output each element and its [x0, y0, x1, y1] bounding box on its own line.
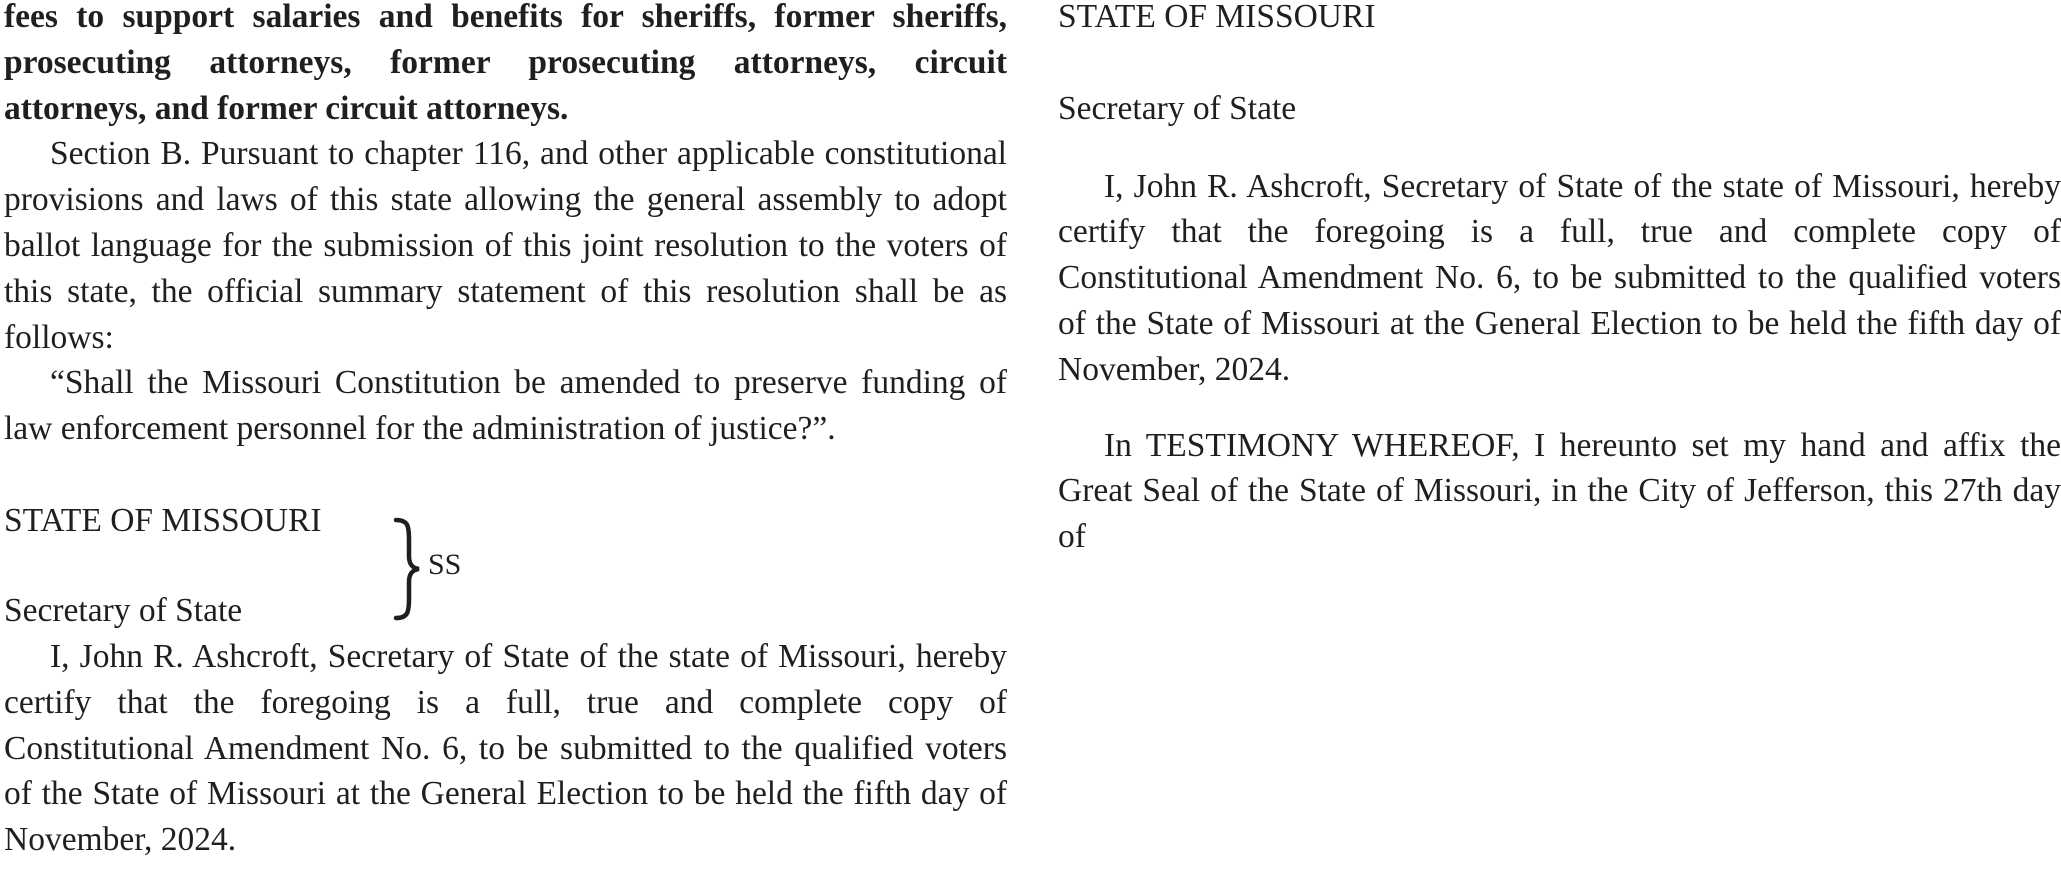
right-column-clip: [1058, 0, 2061, 878]
right-gap-1: [1058, 40, 2061, 86]
heading-state: STATE OF MISSOURI: [4, 501, 322, 539]
heading-ss: SS: [428, 547, 462, 581]
section-b-paragraph: Section B. Pursuant to chapter 116, and other applicable constitutional provisions and laws of this state allowing the general assembly to adopt ballot language for the submission of this joint resolution to the voters of this state, the official summary statement of this resolution shall be as follows:: [4, 135, 1007, 356]
left-column: [4, 0, 1007, 863]
right-brace-icon: [392, 518, 422, 620]
right-certification-paragraph: I, John R. Ashcroft, Secretary of State of the state of Missouri, hereby certify that the foregoing is a full, true and complete copy of Constitutional Amendment No. 6, to be submitted to the qualified voters of the State of Missouri at the General Election to be held the fifth day of November, 2024.: [1058, 167, 2061, 388]
right-heading-state: STATE OF MISSOURI: [1058, 0, 1376, 35]
bold-paragraph: fees to support salaries and benefits for sheriffs, former sheriffs, prosecuting attorneys, former prosecuting attorneys, circuit attorneys, and former circuit attorneys.: [4, 0, 1007, 127]
right-gap-3: [1058, 393, 2061, 423]
state-heading-block: [4, 498, 1007, 634]
heading-secretary: Secretary of State: [4, 591, 243, 629]
ballot-question-paragraph: “Shall the Missouri Constitution be amended to preserve funding of law enforcement personnel for the administration of justice?”.: [4, 364, 1007, 448]
right-heading-secretary: Secretary of State: [1058, 89, 1297, 127]
right-column: [1058, 0, 2061, 560]
right-testimony-paragraph: In TESTIMONY WHEREOF, I hereunto set my hand and affix the Great Seal of the State of Missouri, in the City of Jefferson, this 27th day of: [1058, 426, 2061, 556]
certification-paragraph: I, John R. Ashcroft, Secretary of State of the state of Missouri, hereby certify that the foregoing is a full, true and complete copy of Constitutional Amendment No. 6, to be submitted to the qualified voters of the State of Missouri at the General Election to be held the fifth day of November, 2024.: [4, 637, 1007, 859]
